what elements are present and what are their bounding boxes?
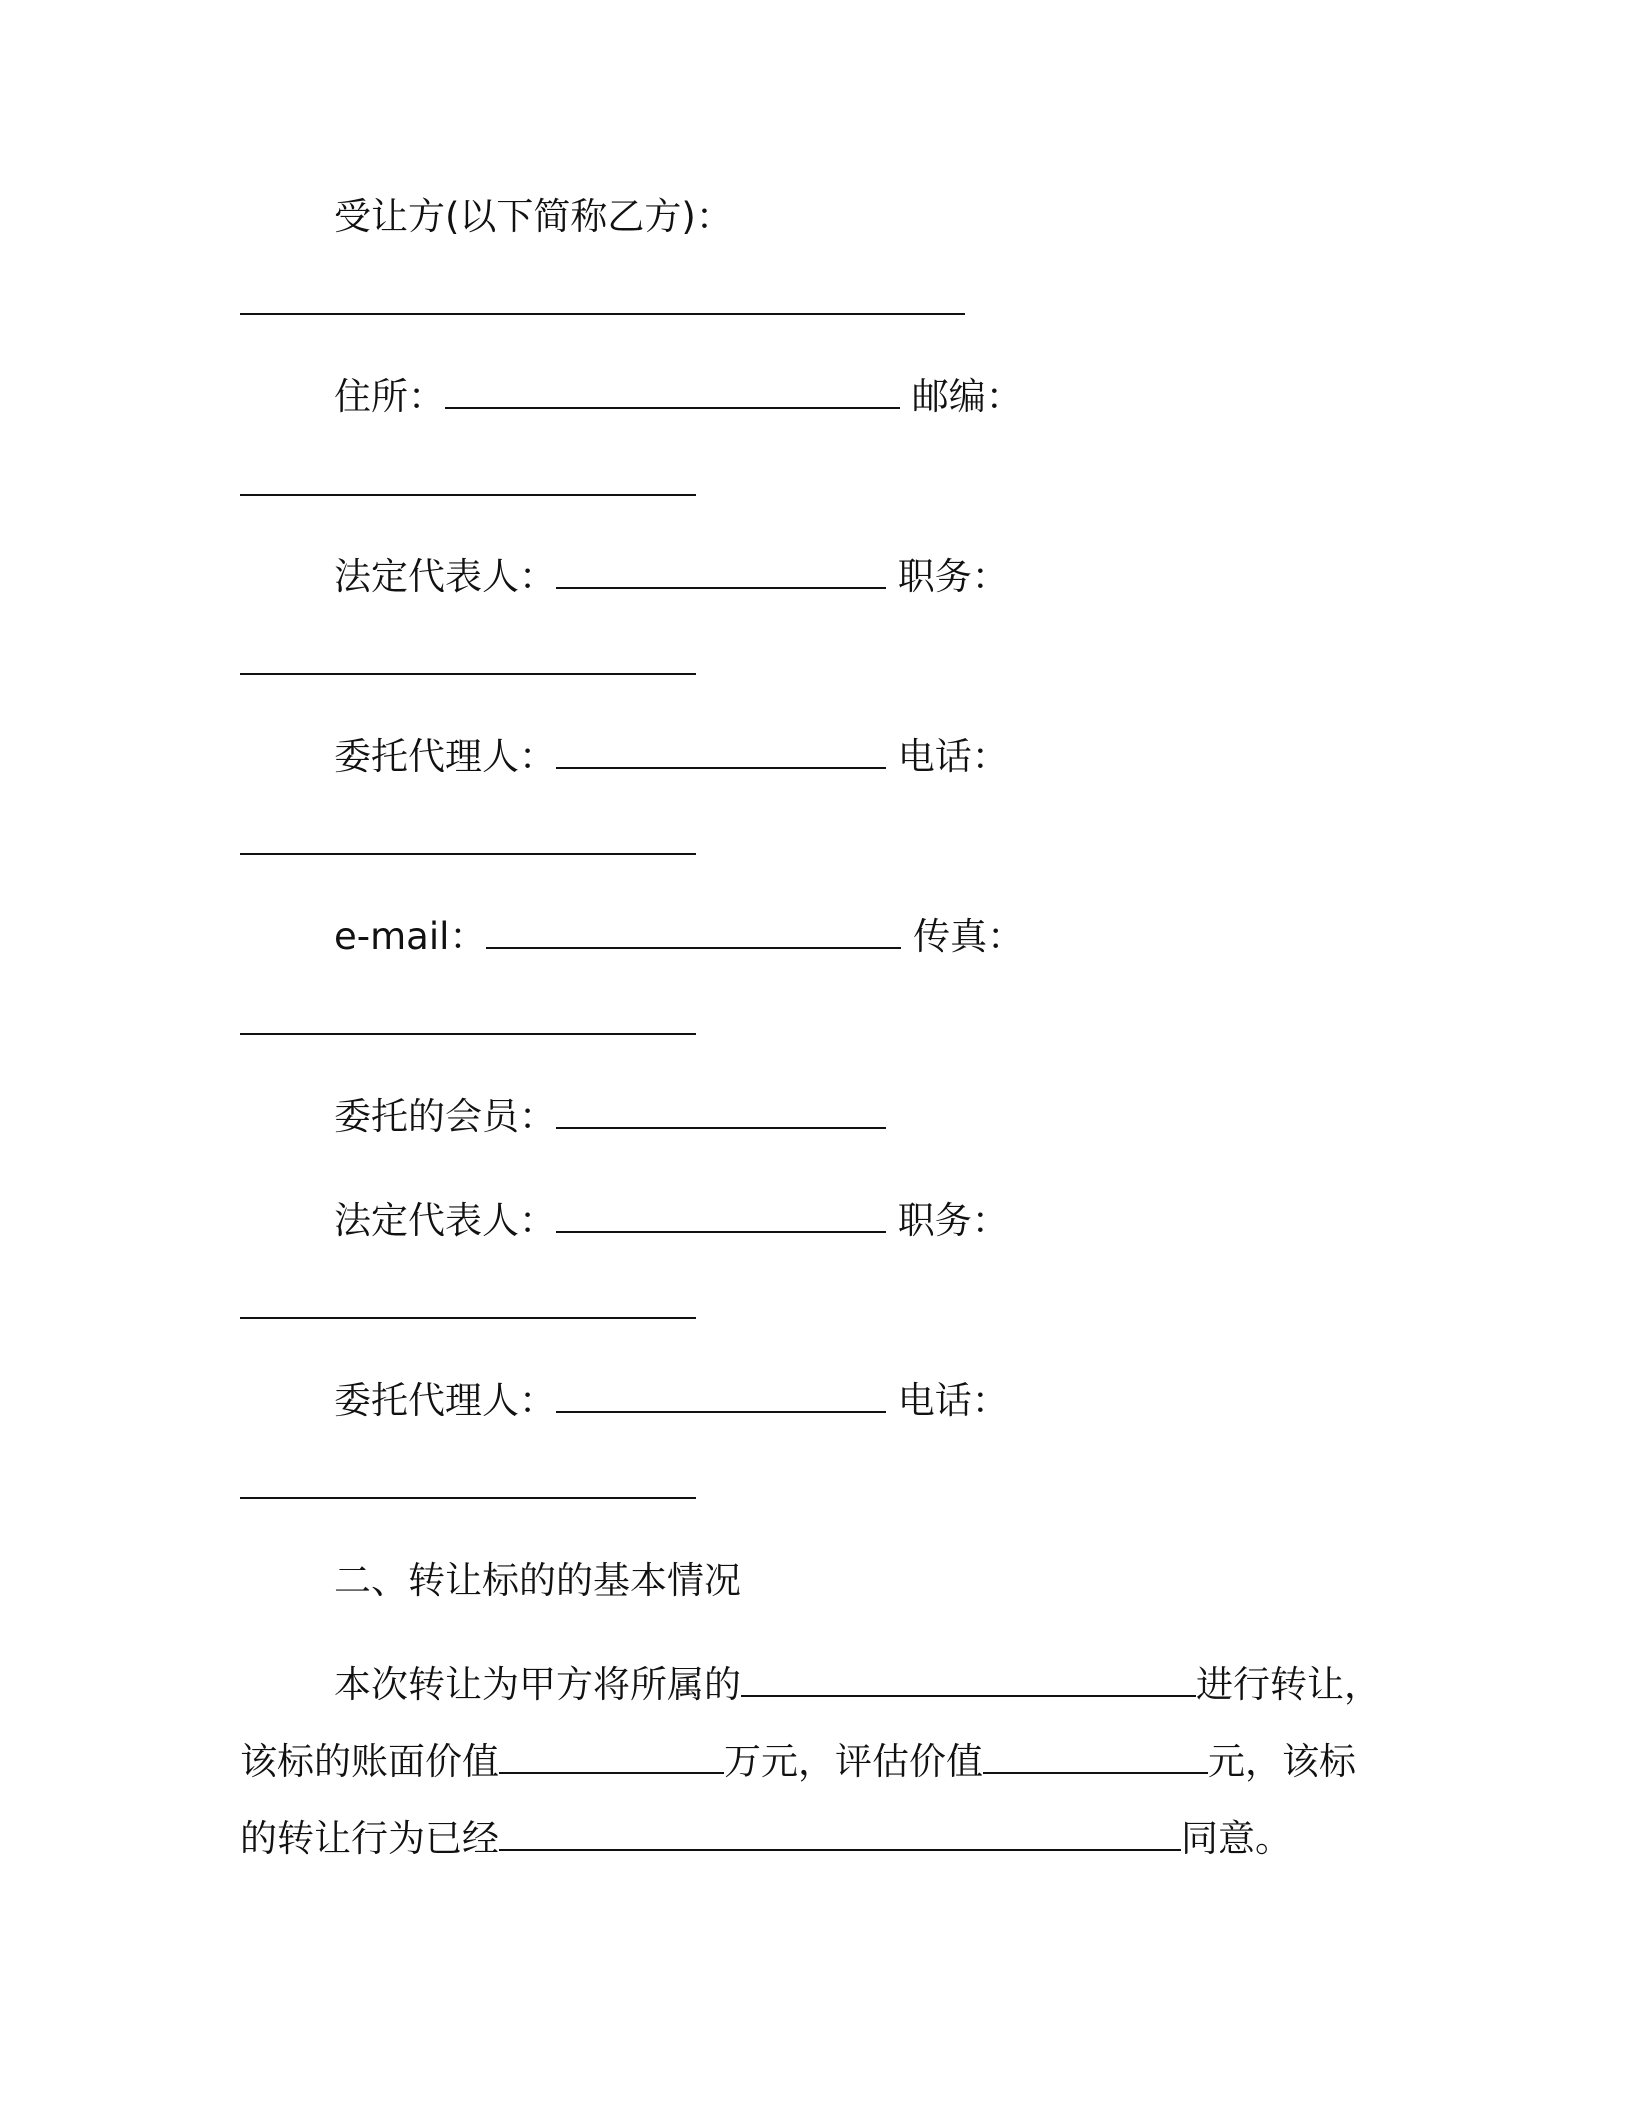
member-blank[interactable] bbox=[556, 1097, 886, 1129]
position-blank[interactable] bbox=[240, 673, 696, 675]
member-row: 委托的会员： bbox=[334, 1092, 886, 1142]
appraised-value-blank[interactable] bbox=[983, 1742, 1208, 1774]
member-agent-blank[interactable] bbox=[556, 1381, 886, 1413]
party-b-heading: 受让方(以下简称乙方)： bbox=[334, 195, 733, 238]
fax-blank[interactable] bbox=[240, 1033, 696, 1035]
party-b-name-blank[interactable] bbox=[240, 313, 965, 315]
section-2-title: 二、转让标的的基本情况 bbox=[334, 1559, 741, 1602]
member-legal-rep-blank[interactable] bbox=[556, 1201, 886, 1233]
section-2-line-1: 本次转让为甲方将所属的 进行转让， bbox=[334, 1663, 1381, 1706]
member-position-blank[interactable] bbox=[240, 1317, 696, 1319]
section-2-line-3: 的转让行为已经 同意。 bbox=[240, 1817, 1292, 1860]
legal-rep-blank[interactable] bbox=[556, 557, 886, 589]
transfer-object-blank[interactable] bbox=[741, 1665, 1196, 1697]
book-value-blank[interactable] bbox=[499, 1742, 724, 1774]
email-blank[interactable] bbox=[486, 917, 901, 949]
approval-authority-blank[interactable] bbox=[499, 1819, 1181, 1851]
agent-blank[interactable] bbox=[556, 737, 886, 769]
address-blank[interactable] bbox=[445, 377, 900, 409]
address-row: 住所： 邮编： bbox=[334, 375, 1023, 418]
email-row: e-mail： 传真： bbox=[334, 915, 1025, 958]
section-2-line-2: 该标的账面价值 万元，评估价值 元，该标 bbox=[240, 1740, 1356, 1783]
member-legal-rep-row: 法定代表人： 职务： bbox=[334, 1199, 1009, 1242]
member-agent-row: 委托代理人： 电话： bbox=[334, 1379, 1009, 1422]
member-phone-blank[interactable] bbox=[240, 1497, 696, 1499]
postcode-blank[interactable] bbox=[240, 494, 696, 496]
legal-rep-row: 法定代表人： 职务： bbox=[334, 555, 1009, 598]
agent-row: 委托代理人： 电话： bbox=[334, 735, 1009, 778]
phone-blank[interactable] bbox=[240, 853, 696, 855]
